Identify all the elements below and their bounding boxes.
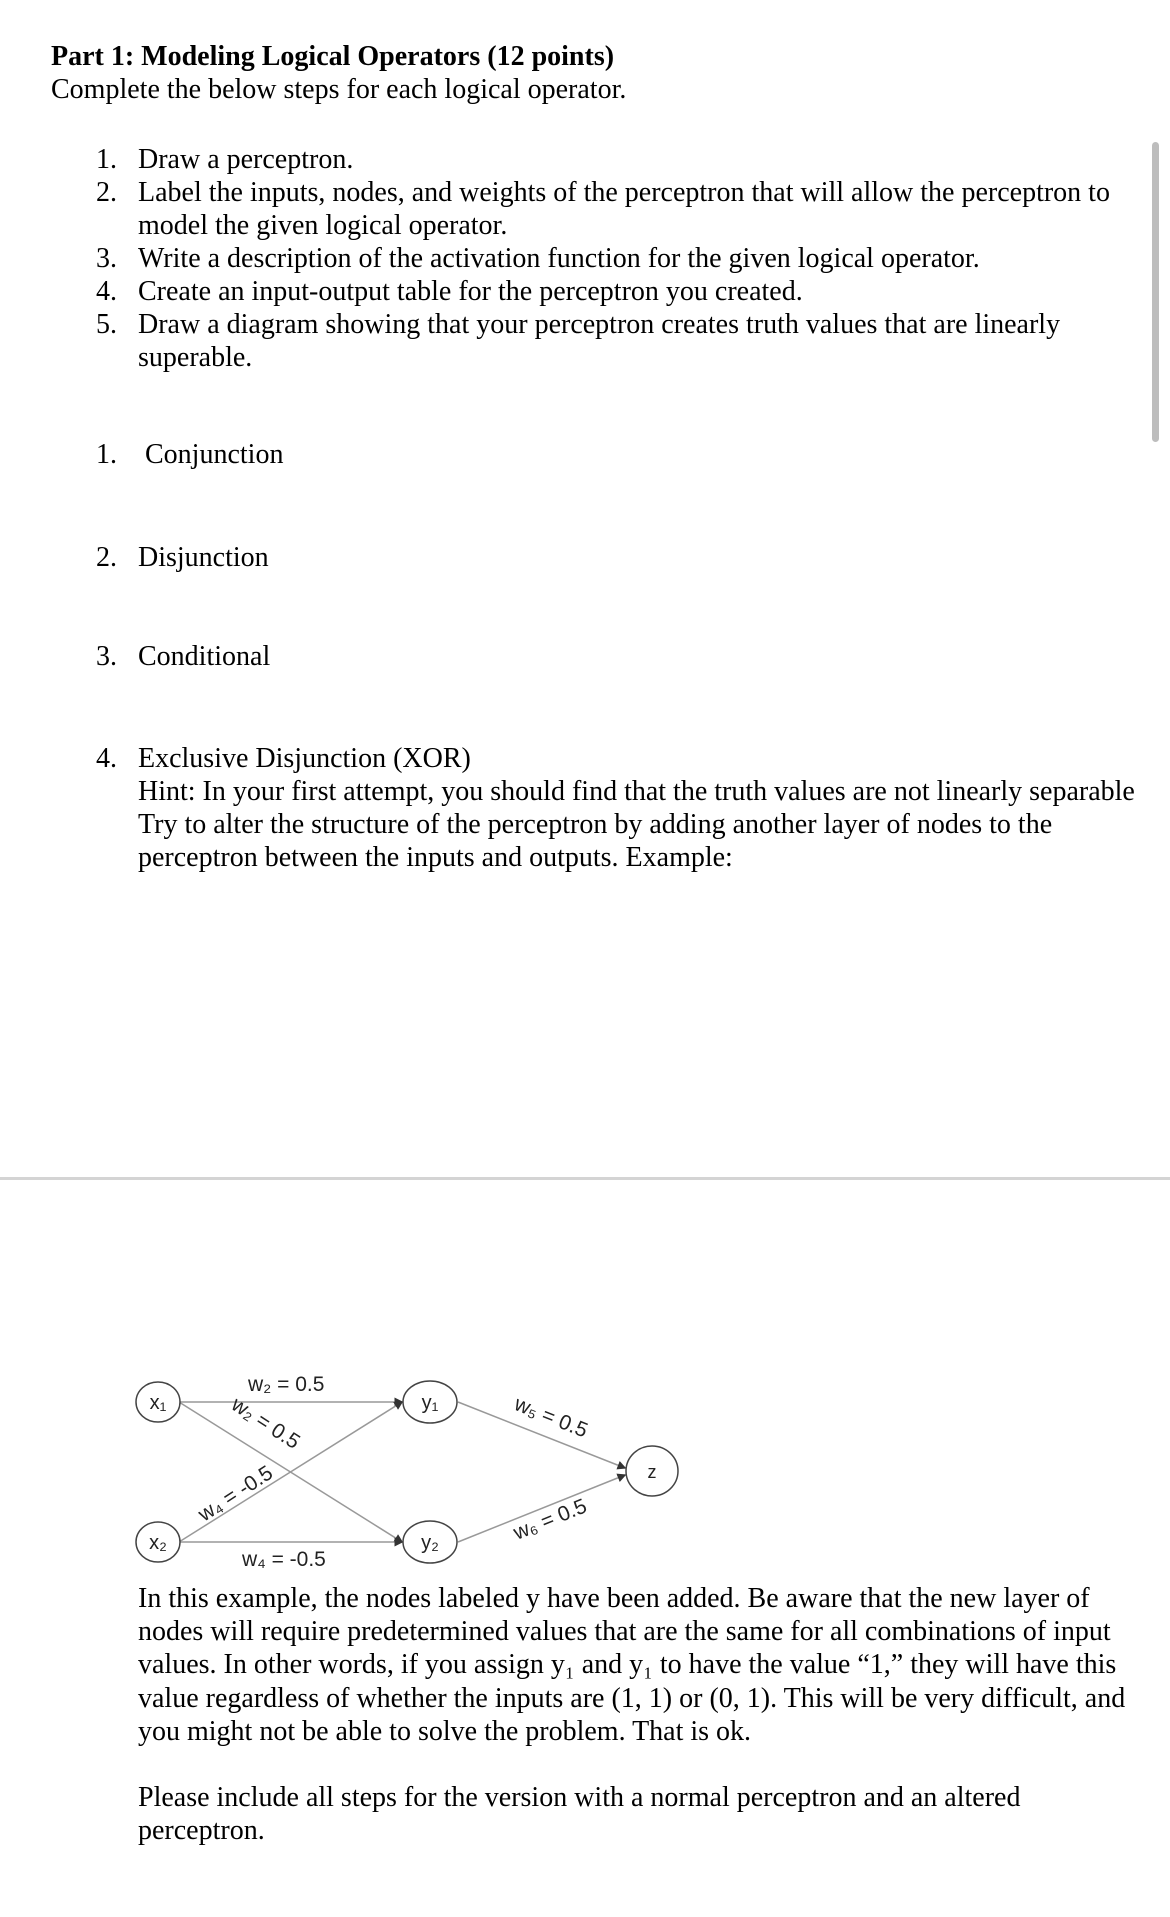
closing-text: Please include all steps for the version with a normal perceptron and an altered [138, 1782, 1021, 1813]
hint-text: perceptron between the inputs and outputs. Example: [138, 842, 733, 873]
step-text: Draw a perceptron. [138, 144, 354, 175]
operator-conditional: Conditional [138, 641, 271, 672]
step-text: Create an input-output table for the perceptron you created. [138, 276, 803, 307]
node-x1-label: x₁ [149, 1392, 167, 1414]
hint-text: Hint: In your first attempt, you should find that the truth values are not linearly separable [138, 776, 1135, 807]
page-subtitle: Complete the below steps for each logical operator. [51, 74, 627, 105]
operator-number: 2. [96, 542, 117, 573]
operator-xor: Exclusive Disjunction (XOR) [138, 743, 471, 774]
step-number: 4. [96, 276, 117, 307]
page-title: Part 1: Modeling Logical Operators (12 points) [51, 41, 615, 72]
step-text: Write a description of the activation function for the given logical operator. [138, 243, 980, 274]
step-number: 5. [96, 309, 117, 340]
node-z-label: z [647, 1462, 657, 1482]
weight-w2-diagonal: w₂ = 0.5 [227, 1392, 304, 1454]
explanation-text: nodes will require predetermined values that are the same for all combinations of input [138, 1616, 1111, 1647]
step-number: 2. [96, 177, 117, 208]
step-text: superable. [138, 342, 253, 373]
page-divider [0, 1177, 1170, 1180]
hint-text: Try to alter the structure of the perceptron by adding another layer of nodes to the [138, 809, 1053, 840]
closing-text: perceptron. [138, 1815, 265, 1846]
step-number: 1. [96, 144, 117, 175]
step-text: model the given logical operator. [138, 210, 508, 241]
xor-network-diagram [120, 1350, 680, 1575]
operator-number: 4. [96, 743, 117, 774]
weight-w5: w₅ = 0.5 [511, 1392, 591, 1443]
node-y1-label: y₁ [421, 1392, 439, 1414]
step-text: Label the inputs, nodes, and weights of the perceptron that will allow the perceptron to [138, 177, 1110, 208]
node-x2-label: x₂ [149, 1532, 167, 1554]
explanation-text: In this example, the nodes labeled y have been added. Be aware that the new layer of [138, 1583, 1090, 1614]
explanation-text: you might not be able to solve the problem. That is ok. [138, 1716, 752, 1747]
weight-w4-diagonal: w₄ = -0.5 [194, 1461, 278, 1527]
explanation-text: values. In other words, if you assign y₁ and y₁ to have the value “1,” they will have this [138, 1649, 1117, 1680]
operator-disjunction: Disjunction [138, 542, 269, 573]
step-text: Draw a diagram showing that your perceptron creates truth values that are linearly [138, 309, 1061, 340]
weight-w2-top: w₂ = 0.5 [248, 1373, 325, 1396]
operator-number: 1. [96, 439, 117, 470]
weight-w4-bottom: w₄ = -0.5 [242, 1548, 326, 1571]
vertical-scrollbar[interactable] [1152, 142, 1159, 442]
weight-w6: w₆ = 0.5 [510, 1494, 591, 1545]
explanation-text: value regardless of whether the inputs are (1, 1) or (0, 1). This will be very difficult, and [138, 1683, 1126, 1714]
operator-conjunction: Conjunction [145, 439, 284, 470]
step-number: 3. [96, 243, 117, 274]
operator-number: 3. [96, 641, 117, 672]
node-y2-label: y₂ [421, 1532, 439, 1554]
